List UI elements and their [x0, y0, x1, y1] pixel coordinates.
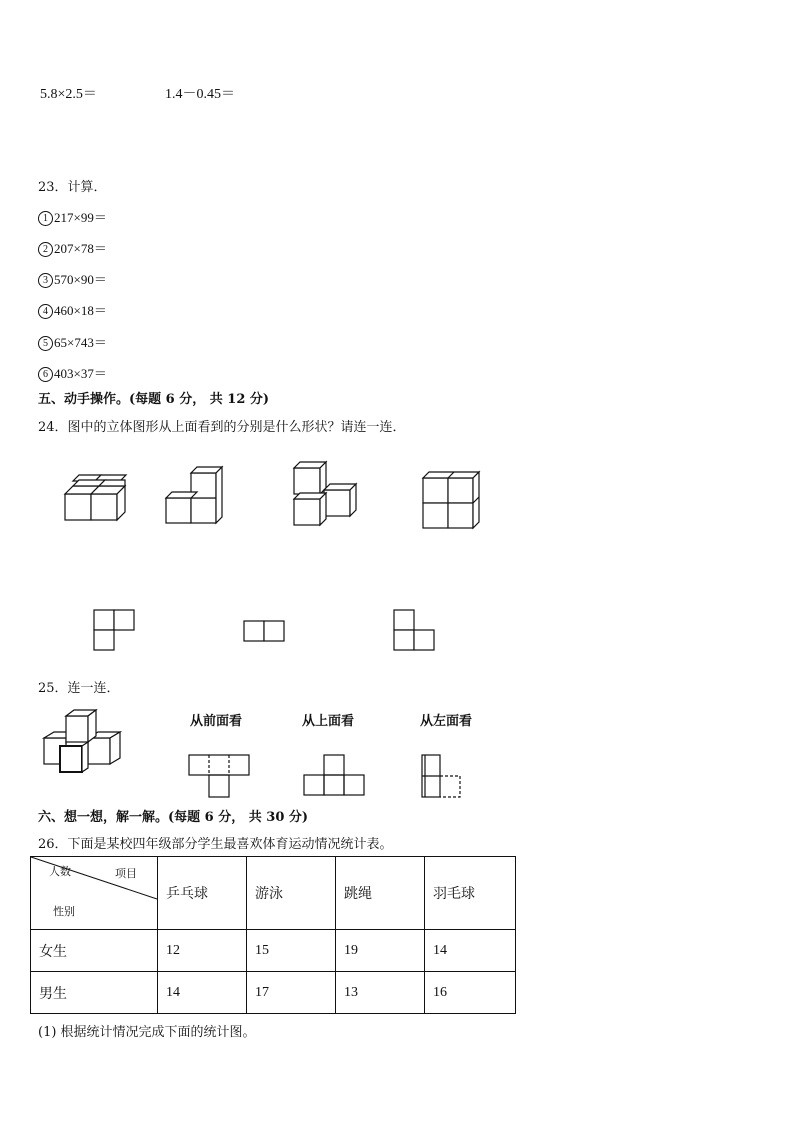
q23-title: 23．计算．	[38, 180, 107, 195]
circled-number: 6	[38, 367, 53, 382]
cell-girls-rope: 19	[336, 930, 425, 972]
circled-number: 1	[38, 211, 53, 226]
q24-solid-3	[288, 455, 363, 530]
table-row	[31, 930, 516, 972]
cell-girls-badminton: 14	[425, 930, 516, 972]
q24-solid-1	[60, 470, 130, 525]
q24-solid-4	[418, 468, 488, 536]
q25-label-left: 从左面看	[420, 714, 473, 729]
table-corner-cell	[31, 857, 158, 930]
col-header-badminton: 羽毛球	[425, 857, 516, 930]
cell-boys-badminton: 16	[425, 972, 516, 1014]
q25-view-left	[420, 753, 465, 801]
q23-item	[38, 207, 107, 226]
expr-5-8x2-5: 5.8×2.5＝	[40, 87, 97, 102]
col-header-swimming: 游泳	[247, 857, 336, 930]
q25-view-top	[303, 753, 368, 798]
q26-sub1: (1) 根据统计情况完成下面的统计图。	[38, 1025, 256, 1040]
table-row	[31, 972, 516, 1014]
cell-girls-swimming: 15	[247, 930, 336, 972]
expr-1-4-minus-0-45: 1.4－0.45＝	[165, 87, 235, 102]
q24-view-a	[92, 608, 137, 653]
q25-label-front: 从前面看	[190, 714, 243, 729]
q23-expression: 65×743＝	[54, 335, 107, 350]
q26-title: 26．下面是某校四年级部分学生最喜欢体育运动情况统计表。	[38, 837, 393, 852]
q23-expression: 570×90＝	[54, 272, 107, 287]
circled-number: 2	[38, 242, 53, 257]
q23-item	[38, 363, 107, 382]
q23-item	[38, 300, 107, 319]
cell-boys-pingpong: 14	[158, 972, 247, 1014]
corner-gender: 性别	[53, 905, 75, 918]
table-header-row	[31, 857, 516, 930]
q25-solid	[40, 706, 125, 778]
q24-title: 24．图中的立体图形从上面看到的分别是什么形状？请连一连．	[38, 420, 406, 435]
q24-solid-2	[160, 462, 230, 527]
q23-item	[38, 332, 107, 351]
q24-view-c	[392, 608, 437, 653]
corner-item: 项目	[115, 867, 137, 880]
row-label-girls: 女生	[31, 930, 158, 972]
col-header-rope: 跳绳	[336, 857, 425, 930]
circled-number: 3	[38, 273, 53, 288]
q24-view-b	[242, 619, 287, 644]
q23-expression: 217×99＝	[54, 210, 107, 225]
row-label-boys: 男生	[31, 972, 158, 1014]
col-header-pingpong: 乒乓球	[158, 857, 247, 930]
circled-number: 4	[38, 304, 53, 319]
q23-expression: 460×18＝	[54, 303, 107, 318]
q23-expression: 207×78＝	[54, 241, 107, 256]
q23-item	[38, 238, 107, 257]
section5-title: 五、动手操作。(每题 6 分， 共 12 分)	[38, 392, 270, 407]
q23-item	[38, 269, 107, 288]
section6-title: 六、想一想，解一解。(每题 6 分， 共 30 分)	[38, 810, 309, 825]
q25-label-top: 从上面看	[302, 714, 355, 729]
sports-table	[30, 856, 516, 1014]
q25-title: 25．连一连．	[38, 681, 120, 696]
q23-expression: 403×37＝	[54, 366, 107, 381]
corner-people: 人数	[49, 865, 71, 878]
cell-boys-rope: 13	[336, 972, 425, 1014]
circled-number: 5	[38, 336, 53, 351]
cell-girls-pingpong: 12	[158, 930, 247, 972]
q25-view-front	[188, 753, 253, 803]
cell-boys-swimming: 17	[247, 972, 336, 1014]
